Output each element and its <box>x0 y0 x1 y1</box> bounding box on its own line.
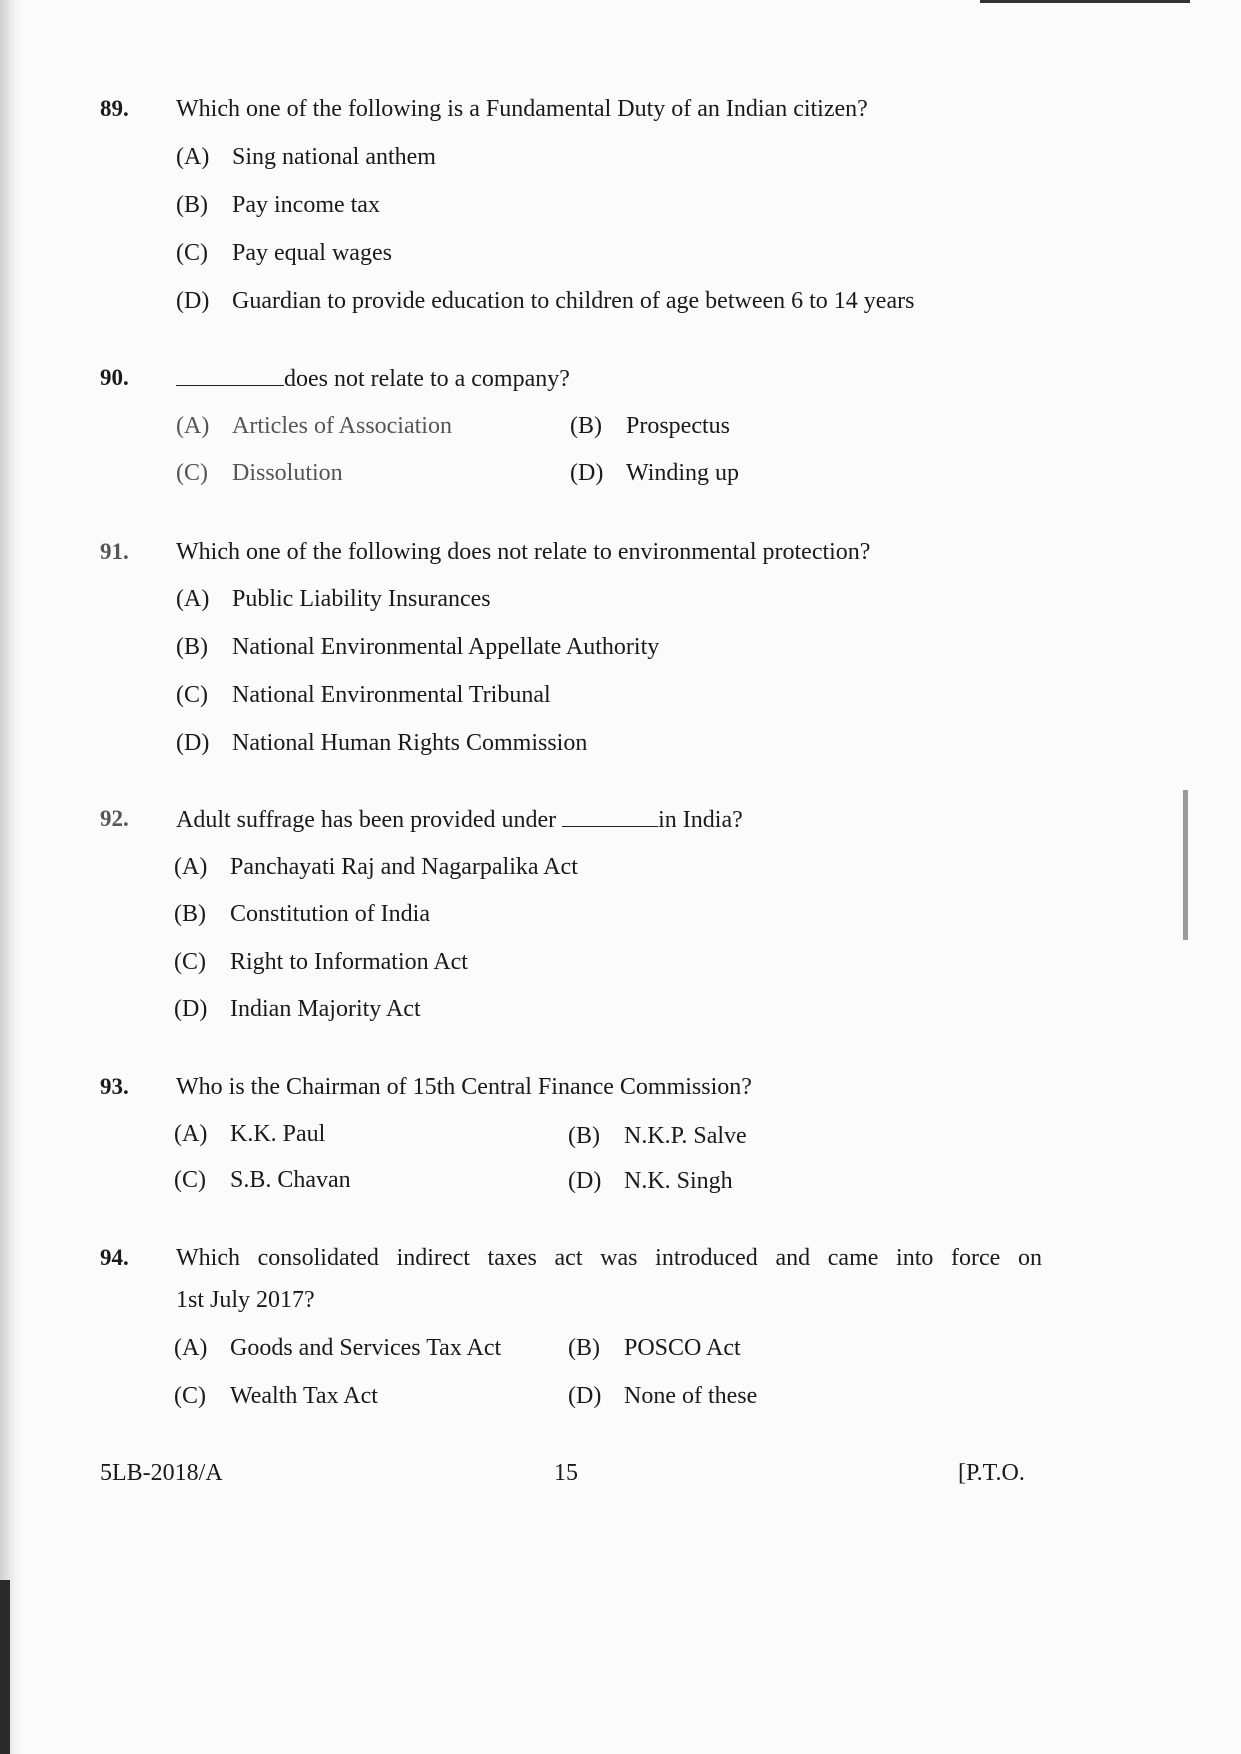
scan-mark <box>1183 790 1188 940</box>
option-label: (A) <box>174 1121 208 1147</box>
option-label: (A) <box>176 144 210 170</box>
answer-blank <box>176 363 284 386</box>
option-text: National Human Rights Commission <box>232 730 588 756</box>
option-text: POSCO Act <box>624 1335 741 1361</box>
option-text: National Environmental Appellate Authority <box>232 634 660 660</box>
question-text: Which one of the following is a Fundamental Duty of an Indian citizen? <box>176 96 868 122</box>
question-number: 91. <box>100 539 129 564</box>
question-text-before-blank: Adult suffrage has been provided under <box>176 807 557 833</box>
option-label: (C) <box>176 240 208 266</box>
option-94-b <box>568 1333 741 1363</box>
option-label: (C) <box>176 682 208 708</box>
option-89-d <box>176 286 914 316</box>
option-text: Wealth Tax Act <box>230 1383 378 1409</box>
question-number: 90. <box>100 365 129 390</box>
option-94-d <box>568 1381 757 1411</box>
option-91-b <box>176 632 659 662</box>
page-number: 15 <box>554 1460 578 1486</box>
option-text: Sing national anthem <box>232 144 436 170</box>
option-label: (A) <box>174 1335 208 1361</box>
option-text: None of these <box>624 1383 758 1409</box>
option-label: (A) <box>176 586 210 612</box>
question-text-line-1: Which consolidated indirect taxes act was introduced and came into force on <box>176 1245 1042 1271</box>
option-text: Panchayati Raj and Nagarpalika Act <box>230 854 578 880</box>
question-text-after-blank: in India? <box>658 807 743 833</box>
question-number: 94. <box>100 1245 129 1270</box>
option-label: (C) <box>174 1167 206 1193</box>
option-text: Articles of Association <box>232 413 452 439</box>
option-text: National Environmental Tribunal <box>232 682 551 708</box>
option-93-d <box>568 1166 733 1196</box>
option-90-b <box>570 411 730 441</box>
question-number: 89. <box>100 96 129 121</box>
question-text: Which one of the following does not relate to environmental protection? <box>176 539 871 565</box>
option-label: (B) <box>174 901 206 927</box>
option-text: Pay income tax <box>232 192 380 218</box>
page-edge-dark <box>0 1580 10 1754</box>
question-number: 93. <box>100 1074 129 1099</box>
option-91-d <box>176 728 587 758</box>
option-text: Winding up <box>626 460 740 486</box>
option-92-a <box>174 852 578 882</box>
option-89-b <box>176 190 380 220</box>
option-label: (D) <box>568 1168 602 1194</box>
option-89-c <box>176 238 392 268</box>
option-label: (D) <box>570 460 604 486</box>
option-94-c <box>174 1381 378 1411</box>
option-91-a <box>176 584 491 614</box>
answer-blank <box>562 804 658 827</box>
option-text: Right to Information Act <box>230 949 468 975</box>
option-93-a <box>174 1119 325 1149</box>
question-text <box>176 363 1056 394</box>
option-text: Public Liability Insurances <box>232 586 491 612</box>
top-rule <box>980 0 1190 3</box>
option-text: K.K. Paul <box>230 1121 326 1147</box>
page-edge-shadow <box>0 0 22 1754</box>
option-label: (B) <box>568 1123 600 1149</box>
option-text: Pay equal wages <box>232 240 392 266</box>
option-90-a <box>176 411 452 441</box>
option-text: Constitution of India <box>230 901 430 927</box>
footer-pto: [P.T.O. <box>958 1460 1025 1486</box>
option-label: (C) <box>174 949 206 975</box>
option-93-c <box>174 1165 351 1195</box>
option-text: Dissolution <box>232 460 343 486</box>
option-text: Prospectus <box>626 413 730 439</box>
option-label: (B) <box>176 634 208 660</box>
option-label: (C) <box>174 1383 206 1409</box>
question-text: Who is the Chairman of 15th Central Finance Commission? <box>176 1074 752 1100</box>
question-text-line-2: 1st July 2017? <box>176 1287 315 1313</box>
option-label: (D) <box>174 996 208 1022</box>
option-94-a <box>174 1333 501 1363</box>
option-text: Guardian to provide education to children of age between 6 to 14 years <box>232 288 915 314</box>
option-label: (B) <box>176 192 208 218</box>
option-text: N.K. Singh <box>624 1168 733 1194</box>
question-number: 92. <box>100 806 129 831</box>
option-92-b <box>174 899 430 929</box>
option-label: (D) <box>176 288 210 314</box>
option-92-d <box>174 994 421 1024</box>
option-text: S.B. Chavan <box>230 1167 351 1193</box>
option-text: Indian Majority Act <box>230 996 421 1022</box>
option-label: (D) <box>176 730 210 756</box>
question-text <box>176 1243 1056 1315</box>
option-text: N.K.P. Salve <box>624 1123 747 1149</box>
option-92-c <box>174 947 468 977</box>
option-90-d <box>570 458 739 488</box>
option-label: (C) <box>176 460 208 486</box>
question-text-after-blank: does not relate to a company? <box>284 366 570 392</box>
option-label: (A) <box>176 413 210 439</box>
option-label: (D) <box>568 1383 602 1409</box>
footer-code: 5LB-2018/A <box>100 1460 223 1486</box>
option-label: (A) <box>174 854 208 880</box>
option-93-b <box>568 1121 747 1151</box>
option-label: (B) <box>570 413 602 439</box>
question-text <box>176 804 1056 835</box>
option-90-c <box>176 458 343 488</box>
option-91-c <box>176 680 551 710</box>
option-text: Goods and Services Tax Act <box>230 1335 502 1361</box>
option-89-a <box>176 142 436 172</box>
option-label: (B) <box>568 1335 600 1361</box>
